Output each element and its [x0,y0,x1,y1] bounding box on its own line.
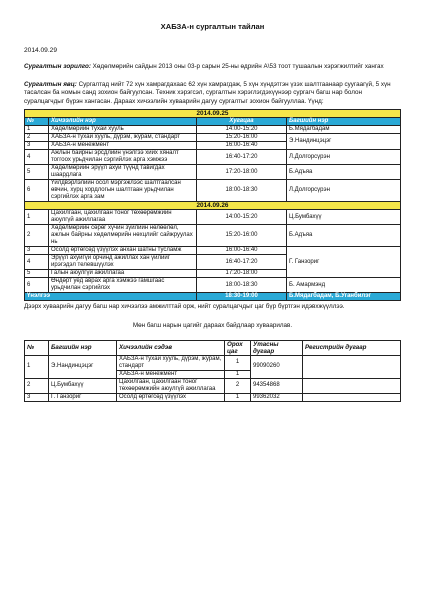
row-name: Үйлдвэрлэлийн осол мэргэжлээс шалтгаалсан өвчин, хурц хордлогын шалтгаан урьдчилан сэргийлэх арга зам [49,180,197,202]
row-no: 4 [25,150,49,165]
purpose-label: Сургалтын зорилго: [24,63,91,70]
row-phone: 99090260 [251,355,303,378]
row-teacher: Э.Нандинцэцэг [287,134,401,150]
total-label: Үнэлгээ [25,293,197,301]
row-hours: 1 [225,393,251,401]
teachers-col-name: Багшийн нэр [49,340,117,355]
row-time: 16:00-16:40 [197,247,287,255]
table-row [25,378,401,393]
table-row [25,210,401,225]
note-paragraph: Дээрх хуваарийн дагуу багш нар хичээлээ амжилттай орж, нийт суралцагчдыг цаг бүр бүртгэн идэвхжүүллээ. [24,303,345,311]
schedule-col-teacher: Багшийн нэр [287,118,401,126]
row-teacher: Б.Адъяа [287,225,401,247]
table-row [25,247,401,255]
row-teacher: Л.Долгорсүрэн [287,180,401,202]
table-row [25,393,401,401]
row-time: 16:00-16:40 [197,142,287,150]
row-hours: 1 [225,370,251,378]
row-name: Г. Ганзориг [49,393,117,401]
row-no: 6 [25,180,49,202]
row-teacher: Б.Мядагбадам [287,126,401,134]
row-no: 1 [25,355,49,378]
row-time: 16:40-17:20 [197,255,287,270]
row-name: Өндөрт уед аврах арга хэмжээ гамшгаас урьдчилан сэргийлэх [49,278,197,293]
row-no: 3 [25,247,49,255]
teachers-col-subject: Хичээлийн сэдэв [117,340,225,355]
document-title: ХАБЗА-н сургалтын тайлан [160,22,265,31]
table-row [25,150,401,165]
schedule-col-name: Хичээлийн нэр [49,118,197,126]
total-time: 18:30-19:00 [197,293,287,301]
row-time: 15:20-16:00 [197,225,287,247]
row-name: Хөдөлмөрийн эрүүл ахуй түүнд тавигдах шаардлага [49,165,197,180]
row-subject: ХАБЗА-н менежмент [117,370,225,378]
table-row [25,180,401,202]
row-name: Галын аюулгүй ажиллагаа [49,270,197,278]
row-time: 14:00-15:20 [197,210,287,225]
row-hours: 2 [225,378,251,393]
schedule-total-row [25,293,401,301]
row-phone: 94354868 [251,378,303,393]
progress-text: Сургалтад нийт 72 хүн хамрагдахаас 62 хүн хамрагдаж, 5 хүн хүндэтгэн үзэх шалтгаанаар суугаагүй, 5 хүн тасалсан ба номын санд зохион байгуулсан. Техник хэрэгсэл, сургалтын хэрэглэгдэхүүнээр сургагч багш нар болон суралцагчдыг бүрэн хангасан. Дараах хичээлийн хуваарийн дагуу сургалтыг зохион байгууллаа. Үүнд: [24,80,391,105]
row-name: Осолд өртөгсөд үзүүлэх анхан шатны тусламж [49,247,197,255]
row-reg [303,378,401,393]
schedule-table [24,109,401,301]
row-name: Ц.Бумбахүү [49,378,117,393]
row-no: 1 [25,126,49,134]
table-row [25,126,401,134]
teachers-col-reg: Регистрийн дугаар [303,340,401,355]
row-reg [303,393,401,401]
row-time: 17:20-18:00 [197,270,287,278]
teachers-col-hours: Орох цаг [225,340,251,355]
note2-paragraph: Мөн багш нарын цагийг дараах байдлаар хуваарилав. [132,321,293,329]
schedule-col-time: Хугацаа [197,118,287,126]
table-row [25,225,401,247]
table-row [25,165,401,180]
table-row [25,134,401,142]
row-name: Ажлын байрны эрсдлийн үнэлгээ хийх хяналт тоггоох урьдчилан сэргийлэх арга хэмжээ [49,150,197,165]
row-no: 5 [25,270,49,278]
progress-paragraph [24,81,401,107]
row-name: Э.Нандинцэцэг [49,355,117,378]
row-no: 5 [25,165,49,180]
teachers-col-phone: Утасны дугаар [251,340,303,355]
row-teacher: Г. Ганзориг [287,247,401,278]
row-no: 3 [25,142,49,150]
total-teacher: Б.Мядагбадам, Б.Уганбилэг [287,293,401,301]
progress-label: Сургалтын явц: [24,80,77,88]
row-hours: 1 [225,355,251,370]
schedule-column-headers [25,118,401,126]
row-name: Цахилгаан, цахилгаан тоног төхөөрөмжийн аюулгүй ажиллагаа [49,210,197,225]
row-teacher: Б. Амармэнд [287,278,401,293]
row-name: Хөдөлмөрийн тухай хууль [49,126,197,134]
row-subject: Цахилгаан, цахилгаан тоног төхөөрөмжийн аюулгүй ажиллагаа [117,378,225,393]
row-time: 17:20-18:00 [197,165,287,180]
row-teacher: Б.Адъяа [287,165,401,180]
row-teacher: Ц.Бумбахүү [287,210,401,225]
document-date: 2014.09.29 [24,47,58,54]
purpose-paragraph [24,63,401,72]
row-subject: ХАБЗА-н тухай хууль, дүрэм, журам, стандарт [117,355,225,370]
table-row [25,278,401,293]
schedule-day1-header: 2014.09.25 [25,110,401,118]
row-no: 3 [25,393,49,401]
teachers-col-no: № [25,340,49,355]
row-time: 18:00-18:30 [197,278,287,293]
teachers-column-headers [25,340,401,355]
row-time: 18:00-18:30 [197,180,287,202]
row-no: 2 [25,225,49,247]
row-no: 6 [25,278,49,293]
row-no: 4 [25,255,49,270]
row-name: ХАБЗА-н менежмент [49,142,197,150]
schedule-day2-header: 2014.09.26 [25,202,401,210]
row-name: ХАБЗА-н тухай хууль, дүрэм, журам, стандарт [49,134,197,142]
row-time: 15:20-16:00 [197,134,287,142]
row-time: 16:40-17:20 [197,150,287,165]
row-reg [303,355,401,378]
row-no: 1 [25,210,49,225]
row-no: 2 [25,134,49,142]
schedule-col-no: № [25,118,49,126]
row-name: Хөдөлмөрийн сөрөг хүчин зүйлийн нөлөөлөл, ажлын байрны хөдөлмөрийн нөхцлийг сайжруулах нь [49,225,197,247]
row-no: 2 [25,378,49,393]
row-phone: 99362032 [251,393,303,401]
row-time: 14:00-15:20 [197,126,287,134]
table-row [25,355,401,370]
purpose-text: Хөдөлмөрийн сайдын 2013 оны 03-р сарын 25-ны өдрийн А\53 тоот тушаалын хэрэгжилтийг хангах [90,63,384,70]
row-subject: Осолд өртөгсөд үзүүлэх [117,393,225,401]
teachers-table [24,340,401,402]
row-teacher: Л.Долгорсүрэн [287,150,401,165]
row-name: Эрүүл ахуйгүй орчинд ажиллах хан үйлийг ирэгэдэл телевшүүлэх [49,255,197,270]
